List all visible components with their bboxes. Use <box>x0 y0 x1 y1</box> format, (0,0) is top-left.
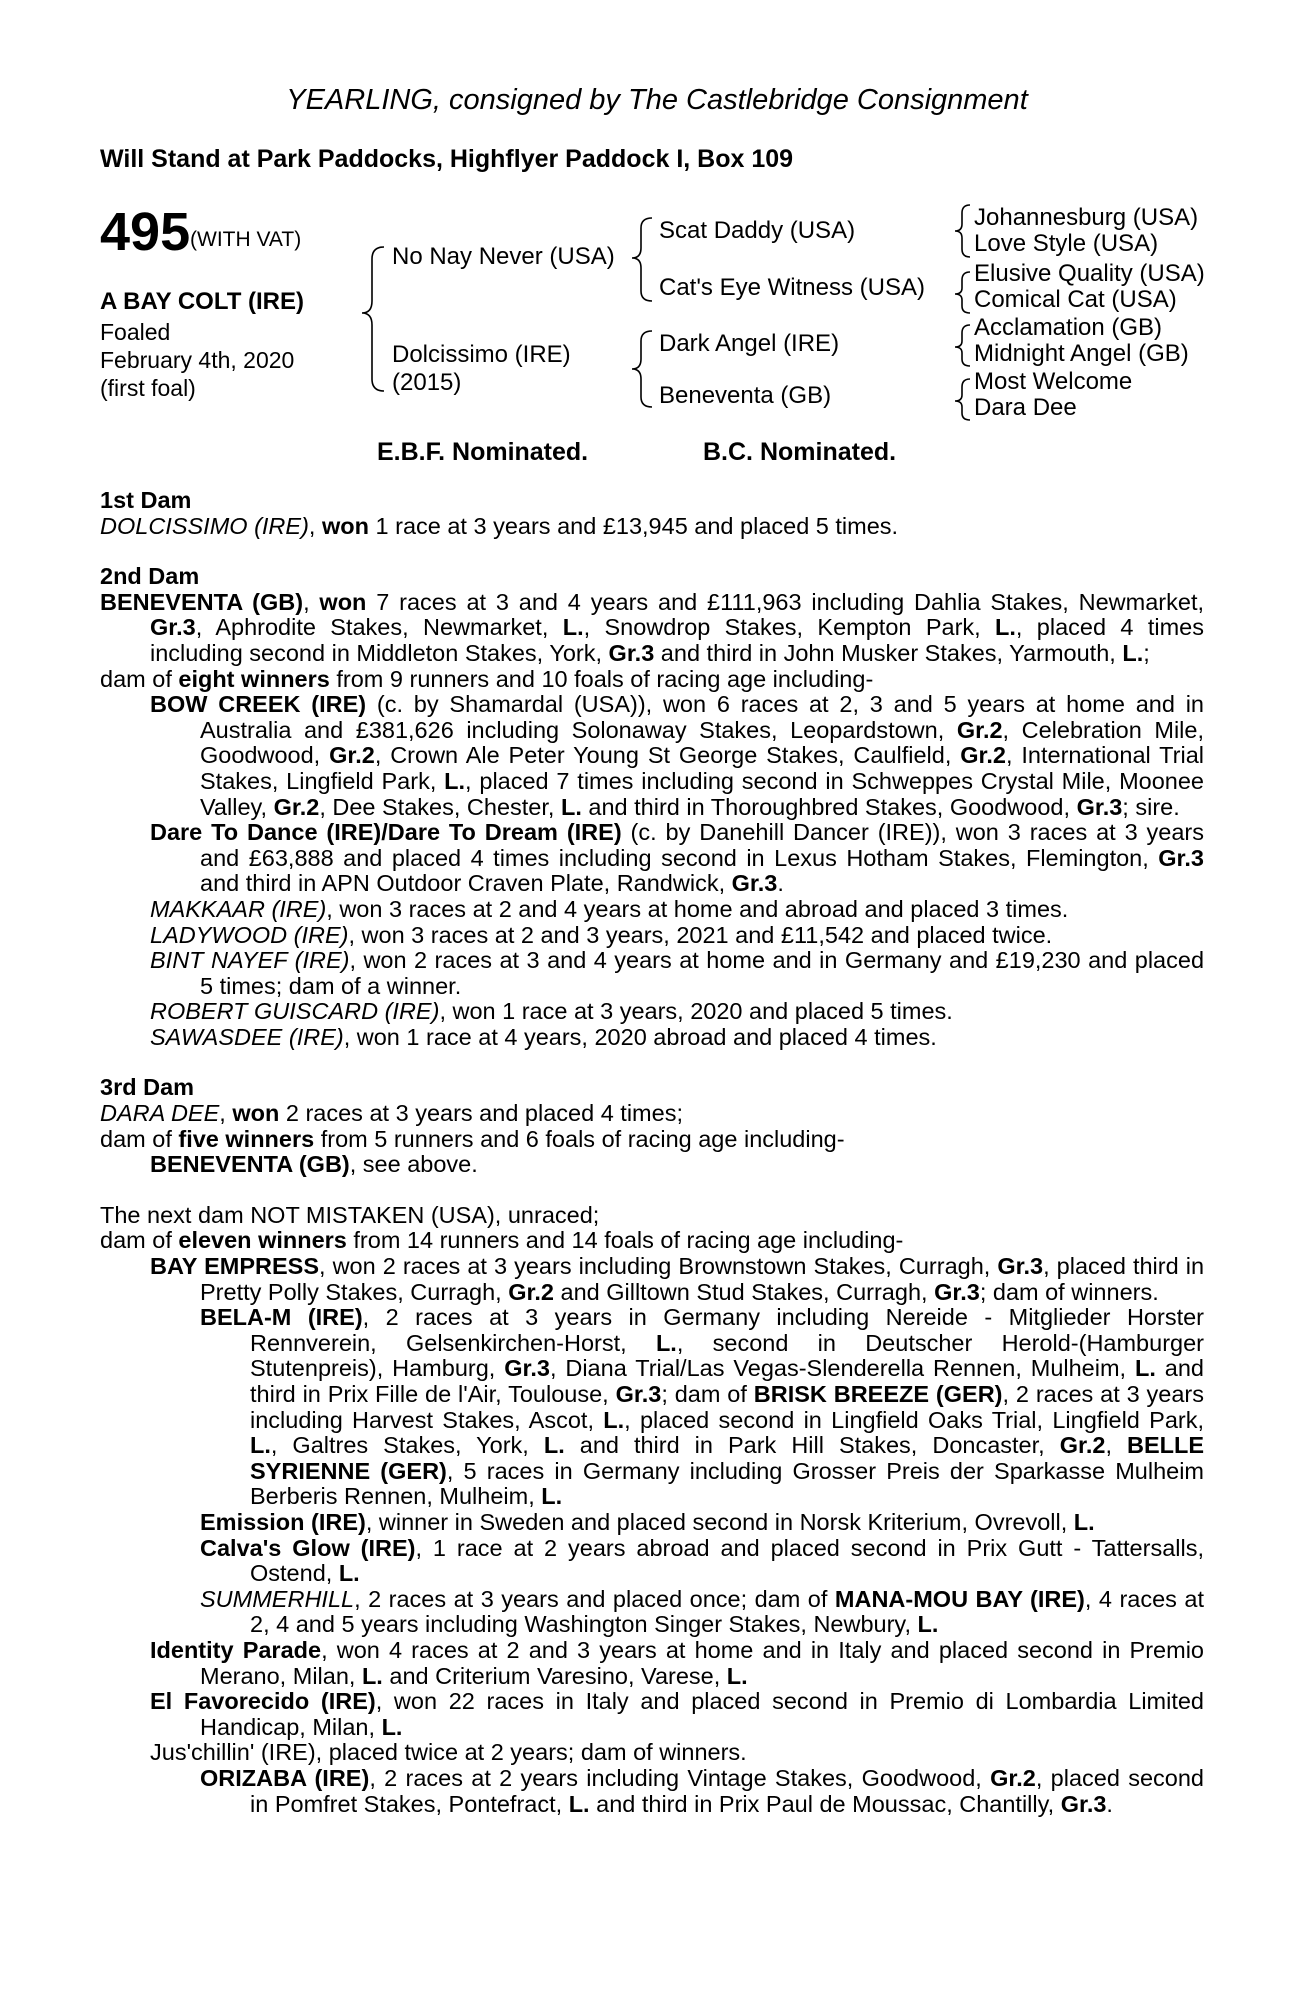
text-run: SAWASDEE (IRE) <box>150 1023 344 1050</box>
text-run: and third in John Musker Stakes, Yarmouth, <box>654 639 1123 666</box>
consignor-line: YEARLING, consigned by The Castlebridge Consignment <box>286 84 1028 116</box>
text-run: The next dam NOT MISTAKEN (USA), unraced; <box>100 1201 600 1228</box>
entry-paragraph <box>100 1101 1204 1127</box>
text-run: , placed second in Pomfret Stakes, Pontefract, <box>250 1764 1204 1817</box>
text-run: dam of <box>100 1125 179 1152</box>
pedigree-dam-year: (2015) <box>392 369 462 396</box>
text-run: , see above. <box>349 1151 478 1178</box>
horse-title: A BAY COLT (IRE) <box>100 288 305 315</box>
text-run: DOLCISSIMO (IRE) <box>100 512 309 539</box>
entry-paragraph <box>100 1228 1204 1254</box>
text-run: Gr.3 <box>150 614 196 641</box>
text-run: Identity Parade <box>150 1636 322 1663</box>
text-run: , 2 races at 2 years including Vintage Stakes, Goodwood, <box>369 1764 991 1791</box>
text-run: Jus'chillin' (IRE), placed twice at 2 years; dam of winners. <box>150 1739 747 1766</box>
text-run: ROBERT GUISCARD (IRE) <box>150 998 440 1025</box>
text-run: , won 3 races at 2 and 4 years at home and abroad and placed 3 times. <box>326 895 1069 922</box>
text-run: BRISK BREEZE (GER) <box>753 1381 1003 1407</box>
entry-paragraph <box>100 590 1204 667</box>
text-run: L. <box>562 614 584 641</box>
third-dam-body <box>100 1101 1204 1178</box>
second-dam-body <box>100 590 1204 1051</box>
foaled-line-1: Foaled <box>100 319 171 345</box>
entry-paragraph <box>100 999 1204 1025</box>
third-dam-heading: 3rd Dam <box>100 1074 195 1101</box>
text-run: and third in Prix Paul de Moussac, Chantilly, <box>589 1790 1061 1817</box>
text-run: , <box>303 588 320 615</box>
text-run: , won 1 race at 4 years, 2020 abroad and placed 4 times. <box>343 1023 937 1050</box>
foaled-line-2: February 4th, 2020 <box>100 347 295 373</box>
text-run: L. <box>560 793 582 820</box>
text-run: ORIZABA (IRE) <box>200 1764 370 1791</box>
text-run: Gr.2 <box>329 742 375 769</box>
text-run: L. <box>381 1713 403 1740</box>
text-run: Gr.3 <box>1158 844 1204 871</box>
ebf-nomination: E.B.F. Nominated. <box>377 438 589 466</box>
text-run: Gr.2 <box>956 716 1003 743</box>
text-run: L. <box>568 1790 590 1817</box>
third-dam-section <box>100 1075 1204 1177</box>
entry-paragraph <box>100 948 1204 999</box>
pedigree-sss: Johannesburg (USA) <box>974 204 1199 231</box>
text-run: 1 race at 3 years and £13,945 and placed 5 times. <box>368 512 899 539</box>
text-run: El Favorecido (IRE) <box>150 1688 376 1715</box>
pedigree-dam: Dolcissimo (IRE) <box>392 341 571 368</box>
text-run: and third in Thoroughbred Stakes, Goodwood, <box>581 793 1077 820</box>
text-run: , placed 4 times including second in Middleton Stakes, York, <box>150 614 1204 666</box>
text-run: ; dam of <box>661 1381 754 1407</box>
text-run: L. <box>726 1662 748 1689</box>
text-run: Gr.2 <box>960 742 1006 769</box>
text-run: , second in Deutscher Herold-(Hamburger Stutenpreis), Hamburg, <box>250 1329 1204 1382</box>
pedigree-dds: Most Welcome <box>974 368 1133 395</box>
text-run: L. <box>917 1611 939 1638</box>
pedigree-sds: Elusive Quality (USA) <box>974 260 1205 287</box>
text-run: Gr.2 <box>508 1278 554 1305</box>
entry-paragraph <box>100 1638 1204 1689</box>
text-run: L. <box>995 614 1016 641</box>
entry-paragraph <box>100 1740 1204 1766</box>
text-run: Dare To Dance (IRE)/Dare To Dream (IRE) <box>150 819 622 846</box>
entry-paragraph <box>100 897 1204 923</box>
vat-label: (WITH VAT) <box>190 228 302 251</box>
text-run: won <box>319 588 367 615</box>
pedigree-dss: Acclamation (GB) <box>974 314 1163 341</box>
next-dam-section <box>100 1203 1204 1817</box>
text-run: BINT NAYEF (IRE) <box>150 947 350 974</box>
text-run: , Celebration Mile, Goodwood, <box>200 716 1204 769</box>
text-run: Gr.3 <box>997 1253 1044 1280</box>
text-run: MAKKAAR (IRE) <box>150 895 327 922</box>
text-run: ; <box>1143 639 1150 666</box>
text-run: ; dam of winners. <box>979 1278 1159 1305</box>
entry-paragraph <box>100 820 1204 897</box>
text-run: Gr.3 <box>1076 793 1123 820</box>
text-run: BAY EMPRESS <box>150 1253 319 1280</box>
entry-paragraph <box>100 1689 1204 1740</box>
text-run: , <box>219 1100 233 1127</box>
pedigree-sire-sire: Scat Daddy (USA) <box>659 217 856 244</box>
text-run: and third in Park Hill Stakes, Doncaster, <box>564 1432 1060 1459</box>
text-run: , 1 race at 2 years abroad and placed second in Prix Gutt - Tattersalls, Ostend, <box>250 1534 1204 1587</box>
text-run: Gr.3 <box>504 1355 550 1382</box>
text-run: L. <box>541 1483 563 1510</box>
text-run: . <box>777 870 784 897</box>
text-run: DARA DEE <box>100 1100 220 1127</box>
text-run: L. <box>1073 1508 1095 1535</box>
text-run: from 9 runners and 10 foals of racing age including- <box>329 665 874 692</box>
first-dam-text <box>100 514 1204 540</box>
text-run: , 2 races at 3 years and placed once; dam of <box>354 1585 835 1612</box>
text-run: and Gilltown Stud Stakes, Curragh, <box>553 1278 935 1305</box>
text-run: , <box>308 512 322 539</box>
pedigree-dam-dam: Beneventa (GB) <box>659 382 832 409</box>
text-run: BENEVENTA (GB) <box>100 588 304 615</box>
text-run: BELLE SYRIENNE (GER) <box>250 1432 1205 1484</box>
text-run: L. <box>338 1560 360 1587</box>
text-run: Gr.2 <box>1059 1432 1106 1459</box>
text-run: from 5 runners and 6 foals of racing age including- <box>314 1125 845 1152</box>
lot-number: 495 <box>100 202 191 262</box>
text-run: , Diana Trial/Las Vegas-Slenderella Rennen, Mulheim, <box>549 1355 1135 1382</box>
catalogue-text <box>100 488 1204 1817</box>
text-run: , Galtres Stakes, York, <box>270 1432 544 1459</box>
entry-paragraph <box>100 1127 1204 1153</box>
entry-paragraph <box>100 1536 1204 1587</box>
text-run: L. <box>655 1329 677 1356</box>
entry-paragraph <box>100 923 1204 949</box>
text-run: five winners <box>178 1125 315 1152</box>
text-run: , Crown Ale Peter Young St George Stakes, Caulfield, <box>374 742 961 769</box>
text-run: , 2 races at 3 years including Harvest Stakes, Ascot, <box>250 1381 1205 1433</box>
foaled-line-3: (first foal) <box>100 375 196 401</box>
text-run: won <box>321 512 369 539</box>
text-run: , winner in Sweden and placed second in Norsk Kriterium, Ovrevoll, <box>365 1508 1074 1535</box>
text-run: BOW CREEK (IRE) <box>150 691 367 718</box>
text-run: . <box>1106 1790 1113 1817</box>
text-run: , placed 7 times including second in Schweppes Crystal Mile, Moonee Valley, <box>200 767 1204 820</box>
text-run: L. <box>1134 1355 1156 1382</box>
text-run: MANA-MOU BAY (IRE) <box>834 1585 1085 1612</box>
entry-paragraph <box>100 1203 1204 1229</box>
text-run: , placed second in Lingfield Oaks Trial, Lingfield Park, <box>624 1406 1205 1433</box>
text-run: L. <box>250 1432 271 1459</box>
text-run: Gr.2 <box>990 1764 1036 1791</box>
text-run: , won 22 races in Italy and placed second in Premio di Lombardia Limited Handicap, Milan, <box>200 1688 1204 1740</box>
text-run: (c. by Danehill Dancer (IRE)), won 3 races at 3 years and £63,888 and placed 4 times including second in Lexus Hotham Stakes, Flemington, <box>200 819 1204 871</box>
text-run: BELA-M (IRE) <box>200 1304 363 1331</box>
text-run: , won 2 races at 3 and 4 years at home and in Germany and £19,230 and placed 5 times; dam of a winner. <box>200 947 1205 999</box>
pedigree-ddd: Dara Dee <box>974 394 1077 421</box>
text-run: and third in Prix Fille de l'Air, Toulouse, <box>250 1355 1204 1407</box>
text-run: L. <box>603 1406 625 1433</box>
text-run: , won 4 races at 2 and 3 years at home and in Italy and placed second in Premio Merano, Milan, <box>200 1636 1204 1689</box>
text-run: from 14 runners and 14 foals of racing age including- <box>346 1227 904 1254</box>
entry-paragraph <box>100 1305 1204 1510</box>
text-run: , won 2 races at 3 years including Brownstown Stakes, Curragh, <box>319 1253 998 1280</box>
text-run: , Dee Stakes, Chester, <box>319 793 561 820</box>
text-run: L. <box>1122 639 1144 666</box>
entry-paragraph <box>100 667 1204 693</box>
text-run: Gr.3 <box>615 1381 662 1407</box>
entry-paragraph <box>100 1254 1204 1305</box>
text-run: BENEVENTA (GB) <box>150 1151 350 1178</box>
text-run: won <box>232 1100 280 1127</box>
entry-paragraph <box>100 1025 1204 1051</box>
first-dam-heading: 1st Dam <box>100 487 192 513</box>
text-run: , <box>1105 1432 1127 1459</box>
text-run: L. <box>444 767 466 794</box>
text-run: Gr.3 <box>934 1278 980 1305</box>
pedigree-dam-sire: Dark Angel (IRE) <box>659 330 840 357</box>
text-run: Emission (IRE) <box>200 1508 366 1535</box>
text-run: Gr.3 <box>608 639 655 666</box>
text-run: , Aphrodite Stakes, Newmarket, <box>195 614 563 641</box>
text-run: (c. by Shamardal (USA)), won 6 races at 2, 3 and 5 years at home and in Australia and £381,626 including Solonaway Stakes, Leopardstown, <box>200 691 1204 743</box>
text-run: Gr.2 <box>273 793 320 820</box>
text-run: Gr.3 <box>731 870 778 897</box>
text-run: dam of <box>100 1227 179 1254</box>
pedigree-sdd: Comical Cat (USA) <box>974 286 1177 313</box>
text-run: and Criterium Varesino, Varese, <box>382 1662 727 1689</box>
text-run: , Snowdrop Stakes, Kempton Park, <box>583 614 996 641</box>
text-run: , 5 races in Germany including Grosser Preis der Sparkasse Mulheim Berberis Rennen, Mulheim, <box>250 1457 1205 1510</box>
pedigree-ssd: Love Style (USA) <box>974 230 1159 257</box>
text-run: , won 1 race at 3 years, 2020 and placed 5 times. <box>439 998 953 1025</box>
bc-nomination: B.C. Nominated. <box>703 438 897 466</box>
text-run: ; sire. <box>1122 793 1180 820</box>
entry-paragraph <box>100 1152 1204 1178</box>
text-run: , 2 races at 3 years in Germany including Nereide - Mitglieder Horster Rennverein, Gelsenkirchen-Horst, <box>250 1304 1204 1356</box>
text-run: , placed third in Pretty Polly Stakes, Curragh, <box>200 1253 1205 1305</box>
text-run: dam of <box>100 665 179 692</box>
text-run: 7 races at 3 and 4 years and £111,963 including Dahlia Stakes, Newmarket, <box>366 588 1204 615</box>
stand-location: Will Stand at Park Paddocks, Highflyer Paddock I, Box 109 <box>100 145 794 173</box>
second-dam-section <box>100 564 1204 1050</box>
first-dam-section <box>100 488 1204 539</box>
second-dam-heading: 2nd Dam <box>100 563 200 590</box>
text-run: eleven winners <box>178 1227 347 1254</box>
text-run: Calva's Glow (IRE) <box>200 1534 416 1561</box>
text-run: L. <box>361 1662 383 1689</box>
text-run: L. <box>543 1432 565 1459</box>
entry-paragraph <box>100 1766 1204 1817</box>
text-run: Gr.3 <box>1060 1790 1107 1817</box>
entry-paragraph <box>100 1510 1204 1536</box>
text-run: and third in APN Outdoor Craven Plate, Randwick, <box>200 870 732 897</box>
entry-paragraph <box>100 692 1204 820</box>
text-run: , won 3 races at 2 and 3 years, 2021 and £11,542 and placed twice. <box>348 921 1053 948</box>
text-run: 2 races at 3 years and placed 4 times; <box>279 1100 683 1127</box>
entry-paragraph <box>100 1587 1204 1638</box>
text-run: eight winners <box>178 665 330 692</box>
text-run: SUMMERHILL <box>200 1585 355 1612</box>
pedigree-sire-dam: Cat's Eye Witness (USA) <box>659 274 925 301</box>
next-dam-body <box>100 1203 1204 1817</box>
text-run: , International Trial Stakes, Lingfield Park, <box>200 742 1204 794</box>
pedigree-dsd: Midnight Angel (GB) <box>974 340 1189 367</box>
pedigree-sire: No Nay Never (USA) <box>392 243 615 270</box>
text-run: LADYWOOD (IRE) <box>150 921 349 948</box>
text-run: , 4 races at 2, 4 and 5 years including Washington Singer Stakes, Newbury, <box>250 1585 1205 1638</box>
